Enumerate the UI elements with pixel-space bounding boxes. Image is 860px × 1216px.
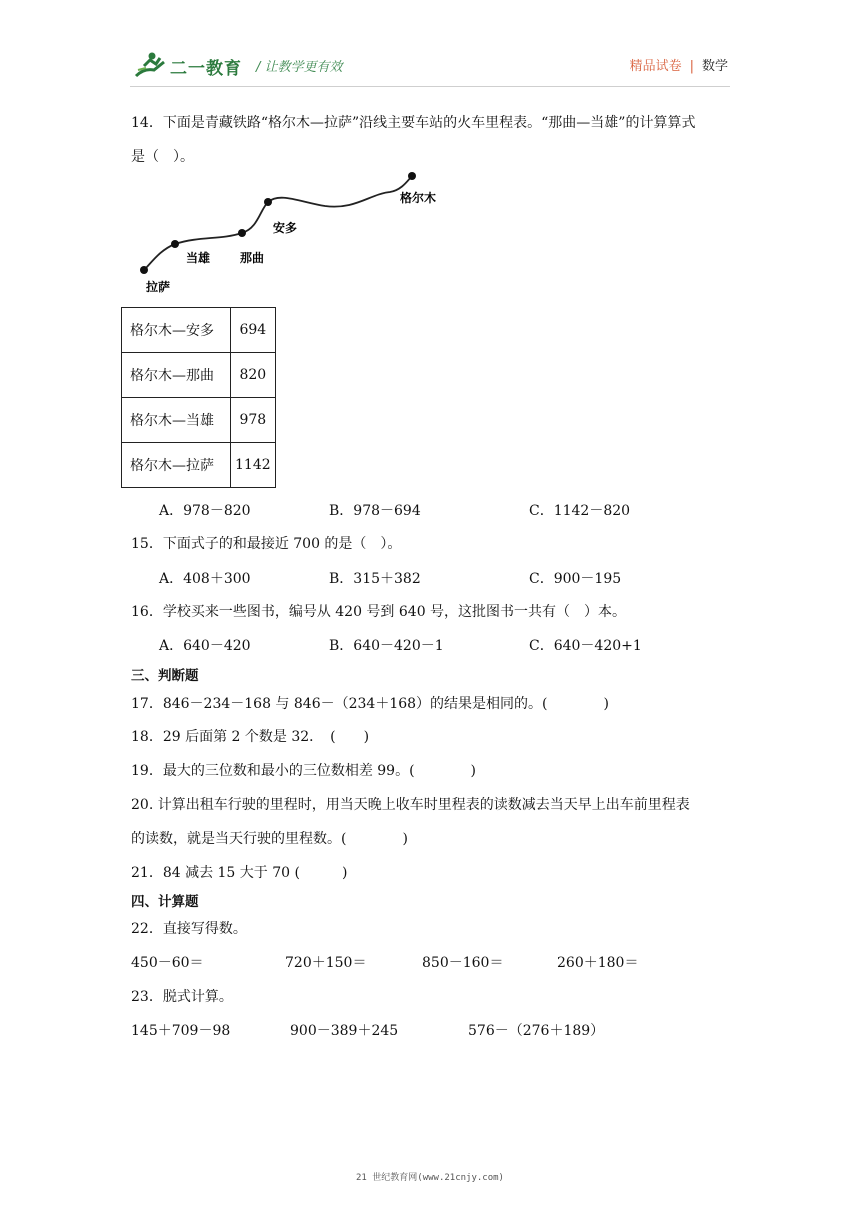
station-dot-lasa [140, 266, 148, 274]
q15-text: 15．下面式子的和最接近 700 的是（ ）。 [131, 536, 402, 552]
route-cell: 格尔木—那曲 [122, 353, 231, 398]
q22-item: 260＋180＝ [557, 955, 639, 971]
q22-item: 450－60＝ [131, 955, 204, 971]
footer-source: 21 世纪教育网(www.21cnjy.com) [356, 1173, 504, 1183]
logo-text: 二一教育 [170, 59, 242, 79]
label-geermu: 格尔木 [400, 191, 437, 205]
q14-text-line2: 是（ ）。 [131, 149, 194, 165]
q14-text-line1: 14．下面是青藏铁路“格尔木—拉萨”沿线主要车站的火车里程表。“那曲—当雄”的计算算式 [131, 115, 696, 131]
q19-text: 19．最大的三位数和最小的三位数相差 99。( ) [131, 763, 477, 779]
km-cell: 694 [231, 308, 276, 353]
section-title-judgement: 三、判断题 [131, 668, 199, 684]
q15-option-b: B．315＋382 [329, 571, 421, 587]
q22-item: 720＋150＝ [285, 955, 367, 971]
runner-logo-icon [134, 50, 168, 80]
table-row [122, 443, 276, 488]
station-dot-dangxiong [171, 240, 179, 248]
q14-option-c: C．1142－820 [529, 503, 631, 519]
header-separator: | [689, 59, 694, 74]
q16-option-a: A．640－420 [159, 638, 251, 654]
q21-text: 21．84 减去 15 大于 70 ( ) [131, 865, 348, 881]
q14-option-a: A．978－820 [159, 503, 251, 519]
km-cell: 1142 [231, 443, 276, 488]
km-cell: 978 [231, 398, 276, 443]
q23-item: 900－389＋245 [290, 1023, 399, 1039]
brand-logo [134, 50, 364, 82]
q16-option-b: B．640－420－1 [329, 638, 444, 654]
railway-map [130, 170, 460, 300]
q18-text: 18．29 后面第 2 个数是 32． ( ) [131, 729, 370, 745]
label-lasa: 拉萨 [146, 280, 171, 294]
q22-text: 22．直接写得数。 [131, 921, 247, 937]
q20-text-line1: 20. 计算出租车行驶的里程时，用当天晚上收车时里程表的读数减去当天早上出车前里程表 [131, 797, 690, 813]
header-divider [130, 86, 730, 87]
label-anduo: 安多 [273, 221, 298, 235]
subject-label: 数学 [701, 59, 728, 74]
station-dot-anduo [264, 198, 272, 206]
section-title-calculation: 四、计算题 [131, 894, 199, 910]
q22-item: 850－160＝ [422, 955, 504, 971]
q15-option-c: C．900－195 [529, 571, 622, 587]
km-cell: 820 [231, 353, 276, 398]
table-row [122, 398, 276, 443]
table-row [122, 308, 276, 353]
premium-label: 精品试卷 [629, 59, 682, 74]
q16-option-c: C．640－420+1 [529, 638, 642, 654]
q15-option-a: A．408＋300 [159, 571, 251, 587]
q17-text: 17．846－234－168 与 846－（234＋168）的结果是相同的。( ) [131, 696, 609, 712]
station-dot-naqu [238, 229, 246, 237]
q23-text: 23．脱式计算。 [131, 989, 233, 1005]
route-cell: 格尔木—安多 [122, 308, 231, 353]
q20-text-line2: 的读数，就是当天行驶的里程数。( ) [131, 831, 408, 847]
mileage-table [121, 307, 276, 488]
route-cell: 格尔木—当雄 [122, 398, 231, 443]
q23-item: 576－（276＋189） [468, 1023, 605, 1039]
q14-option-b: B．978－694 [329, 503, 421, 519]
station-dot-geermu [408, 172, 416, 180]
q23-item: 145＋709－98 [131, 1023, 231, 1039]
label-naqu: 那曲 [240, 251, 265, 265]
slogan: / 让教学更有效 [256, 60, 343, 75]
q16-text: 16．学校买来一些图书，编号从 420 号到 640 号，这批图书一共有（ ）本。 [131, 604, 627, 620]
header-right [630, 55, 728, 74]
table-row [122, 353, 276, 398]
label-dangxiong: 当雄 [186, 251, 211, 265]
route-cell: 格尔木—拉萨 [122, 443, 231, 488]
